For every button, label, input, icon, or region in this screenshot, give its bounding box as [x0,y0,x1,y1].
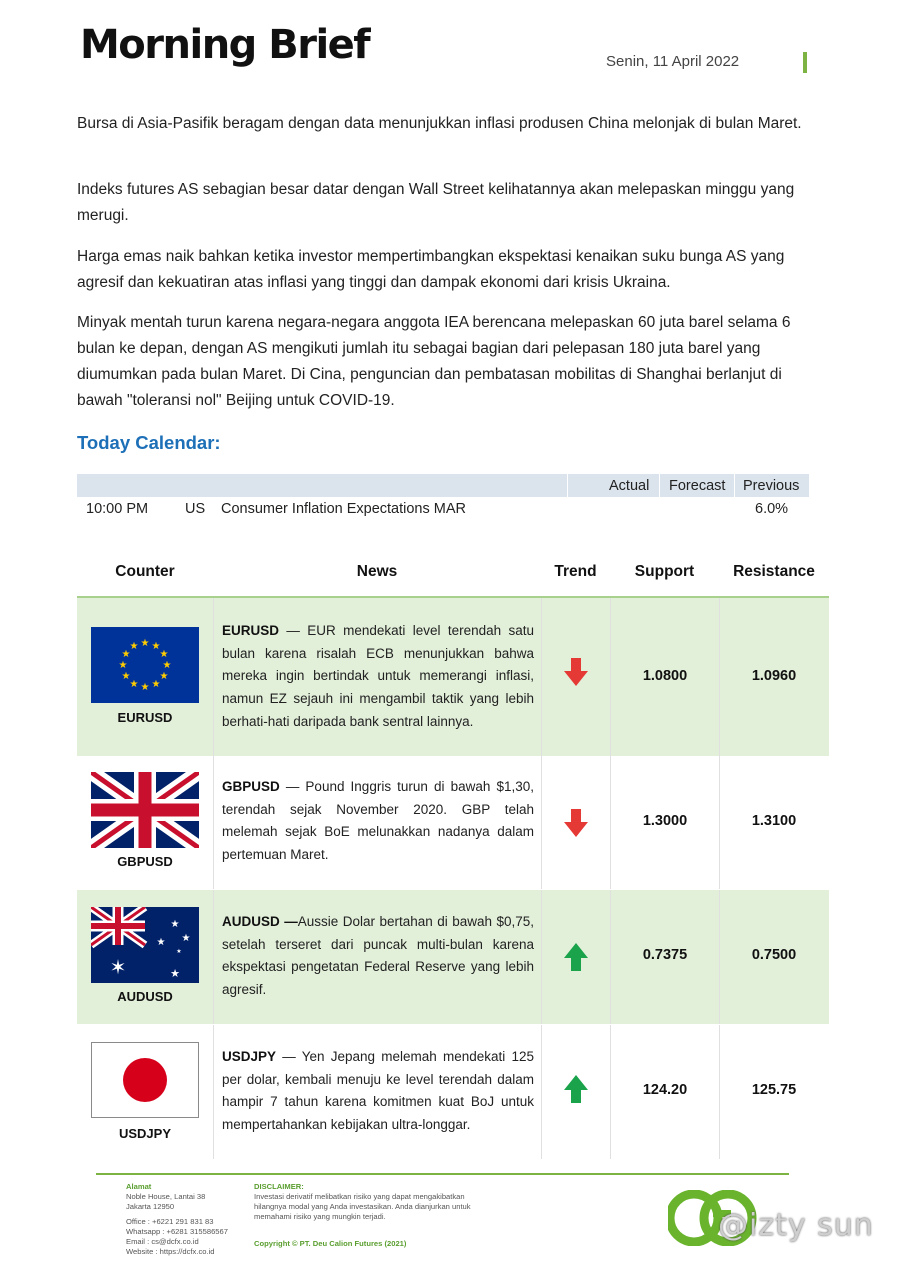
svg-text:★: ★ [121,649,131,660]
calendar-header [77,474,809,497]
watermark: @izty sun [718,1208,874,1243]
footer-disclaimer [254,1182,489,1249]
column-header-counter: Counter [115,563,175,580]
pair-label: GBPUSD [117,854,173,869]
svg-text:★: ★ [151,641,161,652]
column-divider [213,1025,214,1159]
calendar-divider [659,474,660,497]
address-line: Jakarta 12950 [126,1202,175,1211]
column-divider [213,598,214,756]
table-row [77,890,829,1024]
svg-text:★: ★ [121,671,131,682]
news-lead: AUDUSD — [222,914,298,929]
column-header-trend: Trend [554,563,597,580]
japan-flag-icon [91,1042,199,1118]
accent-bar [803,52,807,73]
event-name: Consumer Inflation Expectations MAR [221,501,466,517]
website-link[interactable]: Website : https://dcfx.co.id [126,1247,215,1256]
svg-text:★: ★ [151,679,161,690]
column-divider [541,756,542,889]
support-value: 1.0800 [642,668,688,684]
arrow-up-icon [564,1075,588,1103]
table-row [77,756,829,889]
calendar-divider [567,474,568,497]
column-divider [213,756,214,889]
news-body: — Yen Jepang melemah mendekati 125 per dolar, kembali menuju ke level terendah dalam hampir 7 tahun karena komitmen kuat BoJ untuk mempertahankan kebijakan ultra-longgar. [222,1049,534,1133]
svg-text:★: ★ [176,948,182,955]
column-divider [213,890,214,1024]
svg-text:★: ★ [118,660,128,671]
svg-text:★: ★ [162,660,172,671]
intro-paragraph: Harga emas naik bahkan ketika investor mempertimbangkan ekspektasi kenaikan suku bunga AS yang agresif dan kekuatiran atas inflasi yang tinggi dan dampak ekonomi dari krisis Ukraina. [77,248,785,291]
footer-contact [126,1182,246,1257]
calendar-header-forecast: Forecast [669,478,726,494]
pair-label: AUDUSD [117,989,173,1004]
intro-paragraph: Minyak mentah turun karena negara-negara anggota IEA berencana melepaskan 60 juta barel selama 6 bulan ke depan, dengan AS mengikuti jumlah itu sebagai bagian dari pelepasan 180 juta barel yang diumumkan pada bulan Maret. Di Cina, penguncian dan pembatasan mobilitas di Shanghai berlanjut di bawah "toleransi nol" Beijing untuk COVID-19. [77,314,791,409]
page-title: Morning Brief [80,22,370,68]
resistance-value: 1.0960 [751,668,797,684]
table-row [77,596,829,756]
svg-text:★: ★ [181,933,191,944]
disclaimer-title: DISCLAIMER: [254,1182,304,1191]
column-divider [541,598,542,756]
arrow-down-icon [564,809,588,837]
svg-text:★: ★ [129,679,139,690]
whatsapp-number[interactable]: Whatsapp : +6281 315586567 [126,1227,228,1236]
resistance-value: 0.7500 [751,947,797,963]
column-header-news: News [356,563,398,580]
calendar-header-previous: Previous [743,478,800,494]
arrow-down-icon [564,658,588,686]
news-text [222,911,534,1002]
office-phone: Office : +6221 291 831 83 [126,1217,214,1226]
news-text [222,620,534,734]
svg-text:★: ★ [170,967,180,980]
disclaimer-text: Investasi derivatif melibatkan risiko yang dapat mengakibatkan hilangnya modal yang Anda investasikan. Anda dianjurkan untuk memahami risiko yang mungkin terjadi. [254,1192,471,1221]
column-header-resistance: Resistance [733,563,815,580]
svg-text:★: ★ [129,641,139,652]
pair-label: USDJPY [118,1126,172,1141]
calendar-header-actual: Actual [609,478,650,494]
news-lead: EURUSD [222,623,280,638]
report-date: Senin, 11 April 2022 [606,53,740,70]
intro-paragraph: Indeks futures AS sebagian besar datar dengan Wall Street kelihatannya akan melepaskan minggu yang merugi. [77,181,795,224]
arrow-up-icon [564,943,588,971]
pair-label: EURUSD [117,710,173,725]
footer-divider [96,1173,789,1175]
news-body: — EUR mendekati level terendah satu bulan karena risalah ECB menunjukkan bahwa mereka ingin bertindak untuk memerangi inflasi, namun EZ sejauh ini mengambil taktik yang lebih berhati-hati daripada bank sentral lainnya. [222,623,534,729]
uk-flag-icon [91,772,199,848]
intro-paragraph: Bursa di Asia-Pasifik beragam dengan data menunjukkan inflasi produsen China melonjak di bulan Maret. [77,115,802,132]
column-divider [541,1025,542,1159]
resistance-value: 125.75 [751,1082,797,1098]
news-lead: GBPUSD [222,779,280,794]
australia-flag-icon [91,907,199,983]
support-value: 0.7375 [642,947,688,963]
address-line: Noble House, Lantai 38 [126,1192,206,1201]
news-body: — Pound Inggris turun di bawah $1,30, terendah sejak November 2020. GBP telah melemah sejak BoE melunakkan nadanya dalam pertemuan Maret. [222,779,534,863]
svg-text:★: ★ [170,919,180,930]
news-text [222,1046,534,1137]
support-value: 124.20 [642,1082,688,1098]
calendar-title: Today Calendar: [77,432,221,453]
event-time: 10:00 PM [86,501,149,517]
eu-flag-icon [91,627,199,703]
svg-text:★: ★ [140,638,150,649]
event-country: US [185,501,206,517]
svg-text:✶: ✶ [109,955,127,979]
resistance-value: 1.3100 [751,813,797,829]
column-header-support: Support [634,563,695,580]
news-text [222,776,534,867]
email-link[interactable]: Email : cs@dcfx.co.id [126,1237,199,1246]
svg-text:★: ★ [140,682,150,693]
event-previous: 6.0% [755,501,789,517]
svg-text:★: ★ [156,937,166,948]
svg-text:★: ★ [159,649,169,660]
table-row [77,1025,829,1159]
column-divider [541,890,542,1024]
support-value: 1.3000 [642,813,688,829]
calendar-divider [734,474,735,497]
svg-text:★: ★ [159,671,169,682]
address-title: Alamat [126,1182,152,1191]
copyright-text: Copyright © PT. Deu Calion Futures (2021) [254,1239,407,1248]
news-lead: USDJPY [222,1049,277,1064]
news-body: Aussie Dolar bertahan di bawah $0,75, setelah terseret dari puncak multi-bulan karena ekspektasi pengetatan Federal Reserve yang lebih agresif. [222,914,534,998]
